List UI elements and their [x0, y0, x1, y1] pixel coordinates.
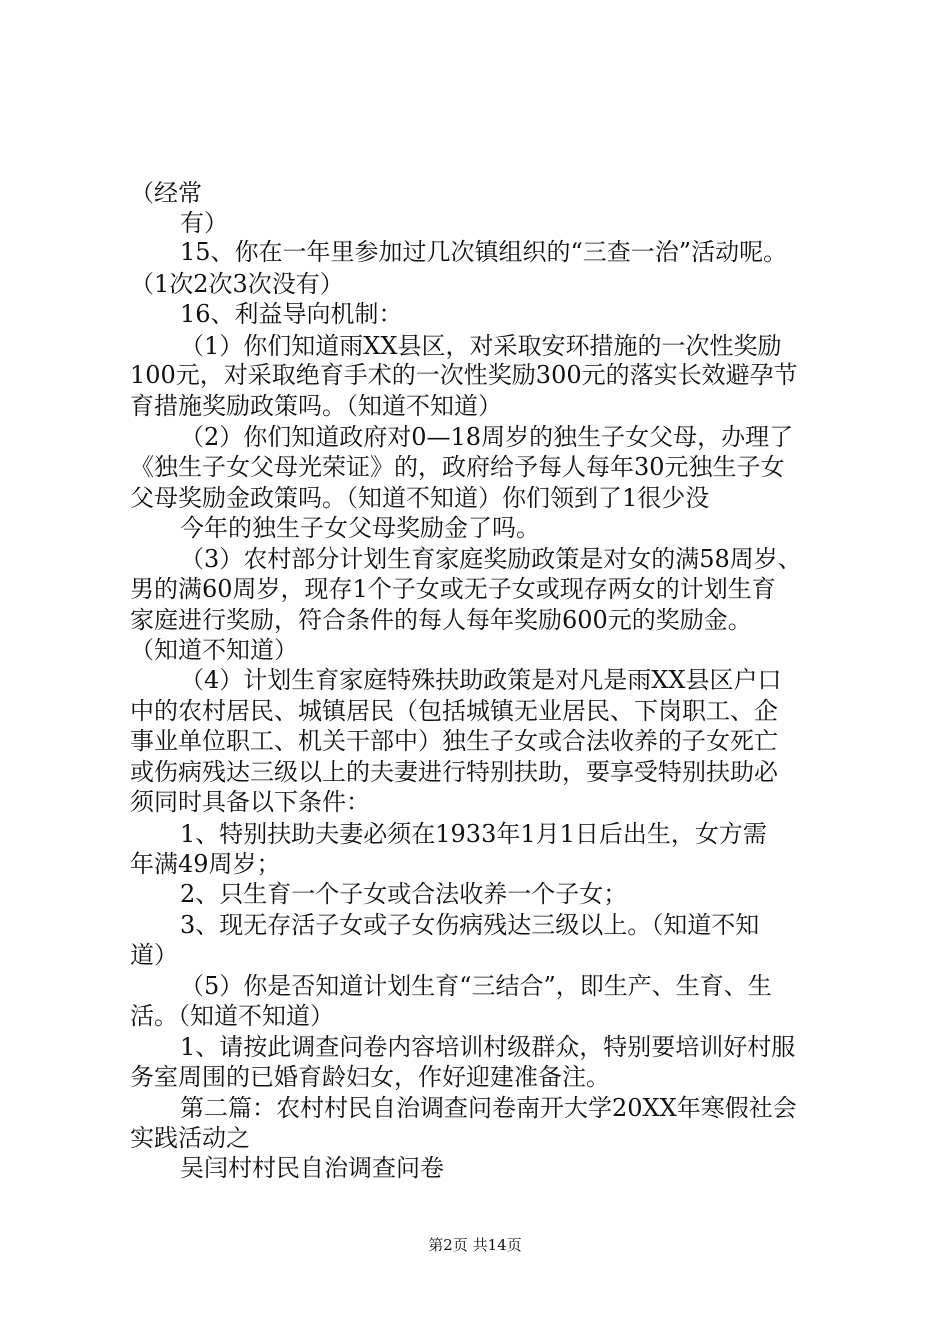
text-line: 须同时具备以下条件：	[130, 788, 370, 816]
text-line: 2、只生育一个子女或合法收养一个子女；	[180, 880, 628, 908]
text-line: （2）你们知道政府对0—18周岁的独生子女父母，办理了	[180, 423, 794, 451]
text-line: 中的农村居民、城镇居民（包括城镇无业居民、下岗职工、企	[130, 697, 778, 725]
text-line: 事业单位职工、机关干部中）独生子女或合法收养的子女死亡	[130, 727, 778, 755]
text-line: 男的满60周岁，现存1个子女或无子女或现存两女的计划生育	[130, 575, 776, 603]
text-line: 100元，对采取绝育手术的一次性奖励300元的落实长效避孕节	[130, 361, 798, 389]
text-line: 道）	[130, 941, 178, 969]
text-line: 1、特别扶助夫妻必须在1933年1月1日后出生，女方需	[180, 820, 767, 848]
text-line: 1、请按此调查问卷内容培训村级群众，特别要培训好村服	[180, 1033, 796, 1061]
text-line: （5）你是否知道计划生育“三结合”，即生产、生育、生	[180, 972, 772, 1000]
text-line: 吴闫村村民自治调查问卷	[180, 1154, 444, 1182]
page-footer: 第2页 共14页	[428, 1236, 522, 1254]
text-line: （1次2次3次没有）	[130, 270, 344, 298]
text-line: 务室周围的已婚育龄妇女，作好迎建准备注。	[130, 1063, 610, 1091]
text-line: （经常	[130, 179, 202, 207]
text-line: （知道不知道）	[130, 636, 298, 664]
text-line: 年满49周岁；	[130, 850, 281, 878]
text-line: （3）农村部分计划生育家庭奖励政策是对女的满58周岁、	[180, 545, 802, 573]
text-line: （1）你们知道雨XX县区，对采取安环措施的一次性奖励	[180, 332, 782, 360]
text-line: （4）计划生育家庭特殊扶助政策是对凡是雨XX县区户口	[180, 666, 782, 694]
text-line: 实践活动之	[130, 1124, 250, 1152]
text-line: 第二篇：农村村民自治调查问卷南开大学20XX年寒假社会	[180, 1094, 797, 1122]
text-line: 活。（知道不知道）	[130, 1002, 334, 1030]
text-line: 家庭进行奖励，符合条件的每人每年奖励600元的奖励金。	[130, 606, 752, 634]
text-line: 育措施奖励政策吗。（知道不知道）	[130, 392, 502, 420]
text-line: 今年的独生子女父母奖励金了吗。	[180, 514, 540, 542]
text-line: 3、现无存活子女或子女伤病残达三级以上。（知道不知	[180, 911, 760, 939]
text-line: 《独生子女父母光荣证》的，政府给予每人每年30元独生子女	[130, 453, 785, 481]
text-line: 或伤病残达三级以上的夫妻进行特别扶助，要享受特别扶助必	[130, 758, 778, 786]
text-line: 有）	[180, 209, 228, 237]
text-line: 15、你在一年里参加过几次镇组织的“三查一治”活动呢。	[180, 238, 788, 266]
text-line: 16、利益导向机制：	[180, 300, 403, 328]
text-line: 父母奖励金政策吗。（知道不知道）你们领到了1很少没	[130, 484, 710, 512]
